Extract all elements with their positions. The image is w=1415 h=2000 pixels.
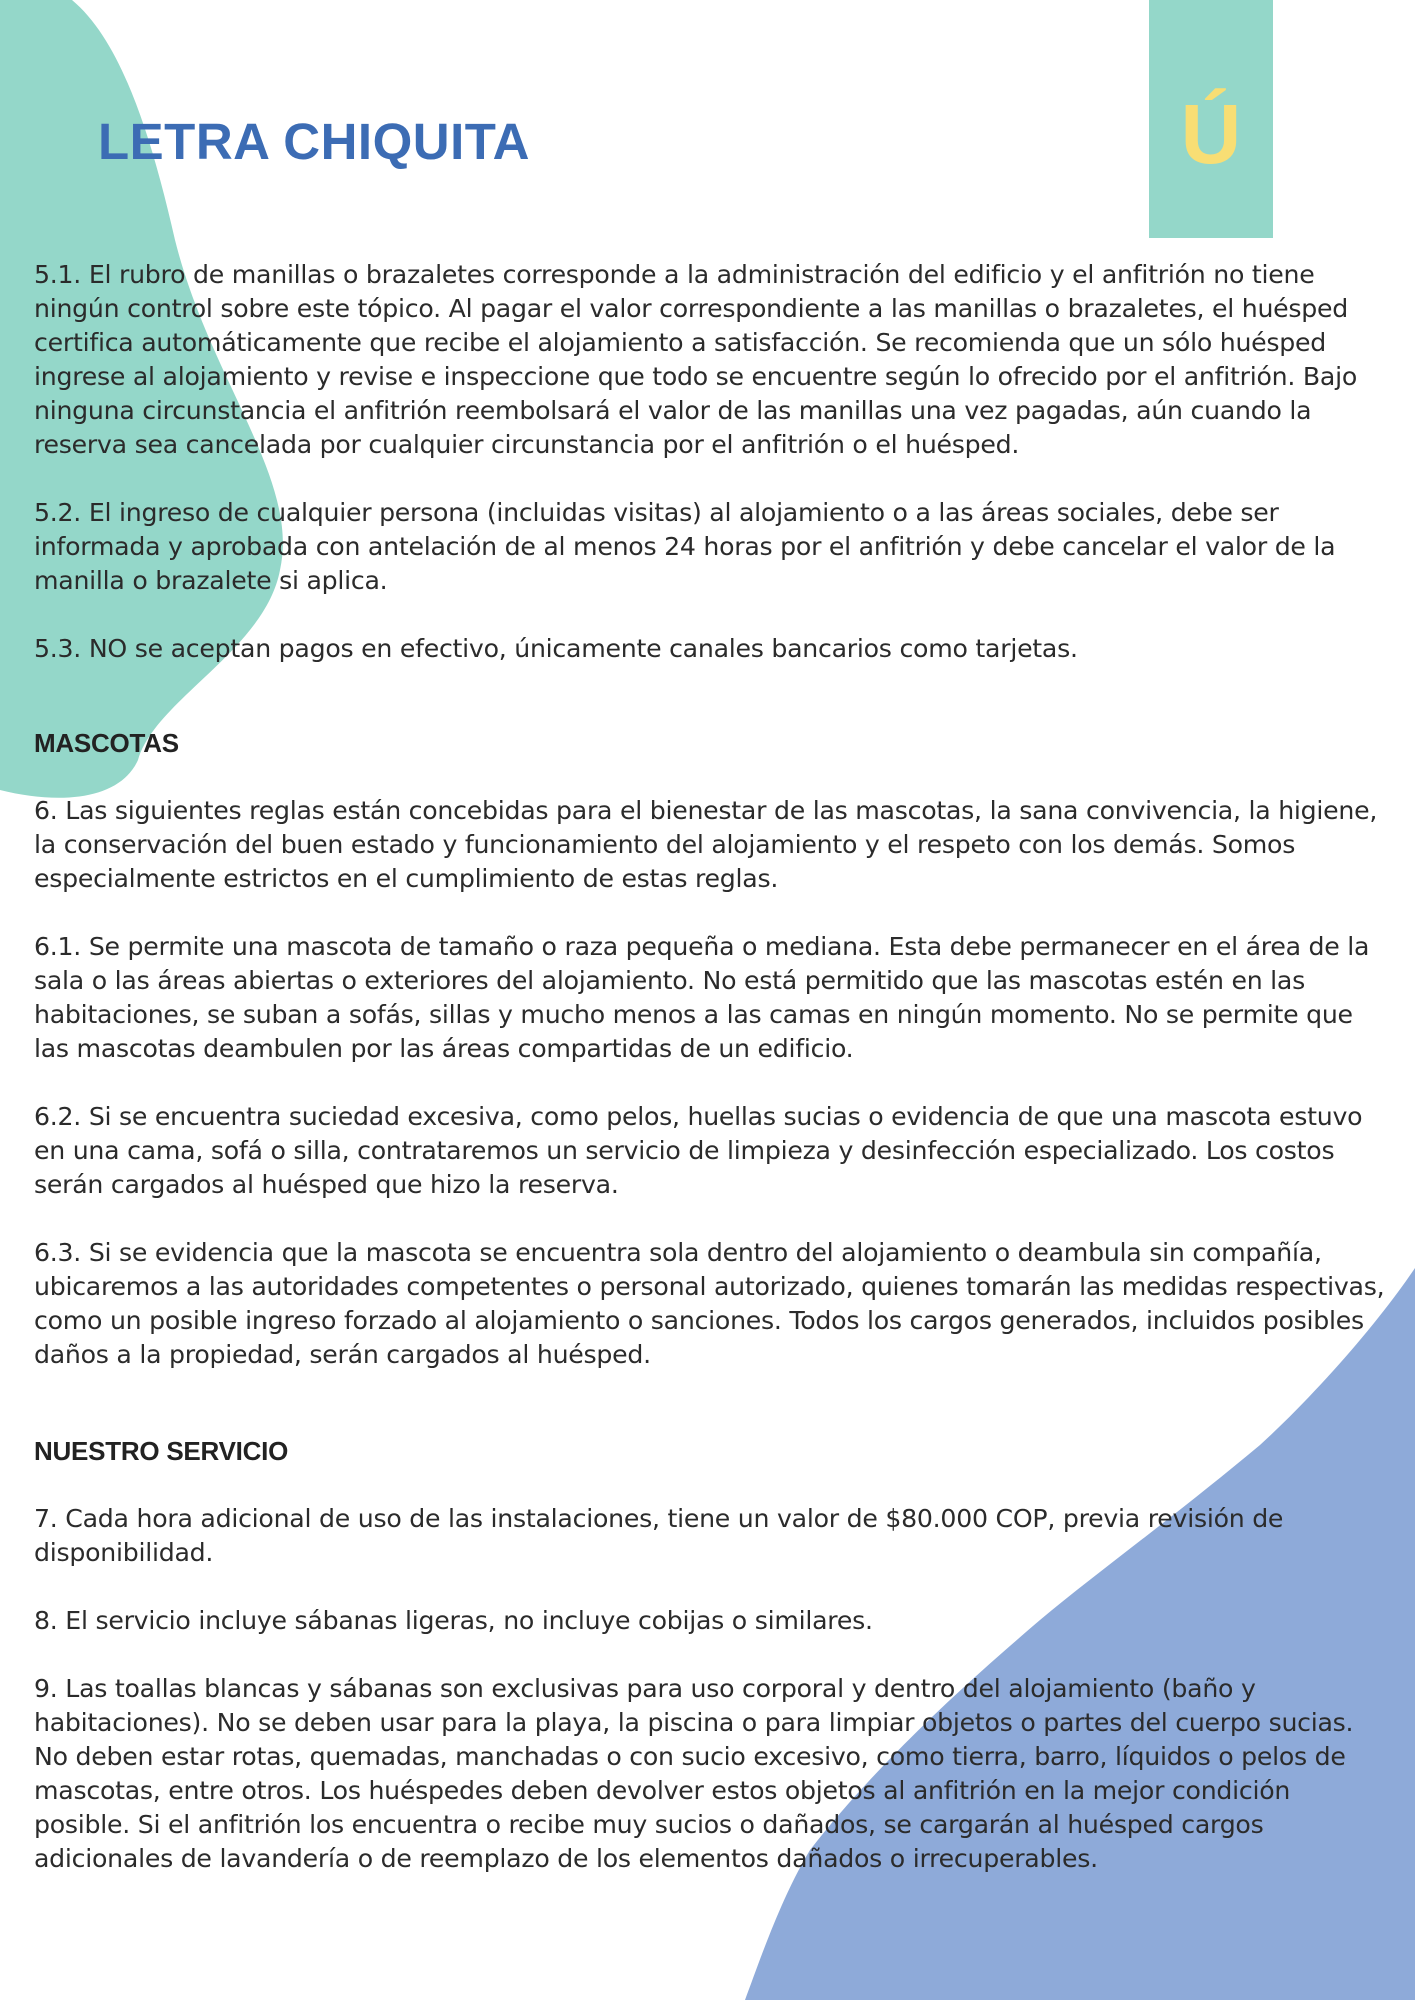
document-body — [34, 258, 1386, 1876]
heading-mascotas: MASCOTAS — [34, 728, 179, 758]
paragraph-6: 6. Las siguientes reglas están concebidas para el bienestar de las mascotas, la sana convivencia, la higiene, la conservación del buen estado y funcionamiento del alojamiento y el respeto con los demás. Somos especialmente estrictos en el cumplimiento de estas reglas. — [34, 796, 1378, 893]
heading-nuestro-servicio: NUESTRO SERVICIO — [34, 1436, 289, 1466]
paragraph-6-3: 6.3. Si se evidencia que la mascota se encuentra sola dentro del alojamiento o deambula sin compañía, ubicaremos a las autoridades competentes o personal autorizado, quienes tomarán las medidas respectivas, como un posible ingreso forzado al alojamiento o sanciones. Todos los cargos generados, incluidos posibles daños a la propiedad, serán cargados al huésped. — [34, 1238, 1385, 1369]
paragraph-8: 8. El servicio incluye sábanas ligeras, no incluye cobijas o similares. — [34, 1606, 873, 1635]
paragraph-5-2: 5.2. El ingreso de cualquier persona (incluidas visitas) al alojamiento o a las áreas sociales, debe ser informada y aprobada con antelación de al menos 24 horas por el anfitrión y debe cancelar el valor de la manilla o brazalete si aplica. — [34, 498, 1336, 595]
paragraph-5-1: 5.1. El rubro de manillas o brazaletes corresponde a la administración del edificio y el anfitrión no tiene ningún control sobre este tópico. Al pagar el valor correspondiente a las manillas o brazaletes, el huésped certifica automáticamente que recibe el alojamiento a satisfacción. Se recomienda que un sólo huésped ingrese al alojamiento y revise e inspeccione que todo se encuentre según lo ofrecido por el anfitrión. Bajo ninguna circunstancia el anfitrión reembolsará el valor de las manillas una vez pagadas, aún cuando la reserva sea cancelada por cualquier circunstancia por el anfitrión o el huésped. — [34, 260, 1357, 459]
paragraph-7: 7. Cada hora adicional de uso de las instalaciones, tiene un valor de $80.000 COP, previa revisión de disponibilidad. — [34, 1504, 1284, 1567]
paragraph-6-1: 6.1. Se permite una mascota de tamaño o raza pequeña o mediana. Esta debe permanecer en el área de la sala o las áreas abiertas o exteriores del alojamiento. No está permitido que las mascotas estén en las habitaciones, se suban a sofás, sillas y mucho menos a las camas en ningún momento. No se permite que las mascotas deambulen por las áreas compartidas de un edificio. — [34, 932, 1370, 1063]
accent-badge — [1149, 0, 1273, 238]
paragraph-9: 9. Las toallas blancas y sábanas son exclusivas para uso corporal y dentro del alojamiento (baño y habitaciones). No se deben usar para la playa, la piscina o para limpiar objetos o partes del cuerpo sucias. No deben estar rotas, quemadas, manchadas o con sucio excesivo, como tierra, barro, líquidos o pelos de mascotas, entre otros. Los huéspedes deben devolver estos objetos al anfitrión en la mejor condición posible. Si el anfitrión los encuentra o recibe muy sucios o dañados, se cargarán al huésped cargos adicionales de lavandería o de reemplazo de los elementos dañados o irrecuperables. — [34, 1674, 1354, 1873]
page-title: LETRA CHIQUITA — [98, 113, 530, 170]
paragraph-5-3: 5.3. NO se aceptan pagos en efectivo, únicamente canales bancarios como tarjetas. — [34, 634, 1078, 663]
badge-letter: Ú — [1180, 87, 1242, 181]
paragraph-6-2: 6.2. Si se encuentra suciedad excesiva, como pelos, huellas sucias o evidencia de que una mascota estuvo en una cama, sofá o silla, contrataremos un servicio de limpieza y desinfección especializado. Los costos serán cargados al huésped que hizo la reserva. — [34, 1102, 1363, 1199]
